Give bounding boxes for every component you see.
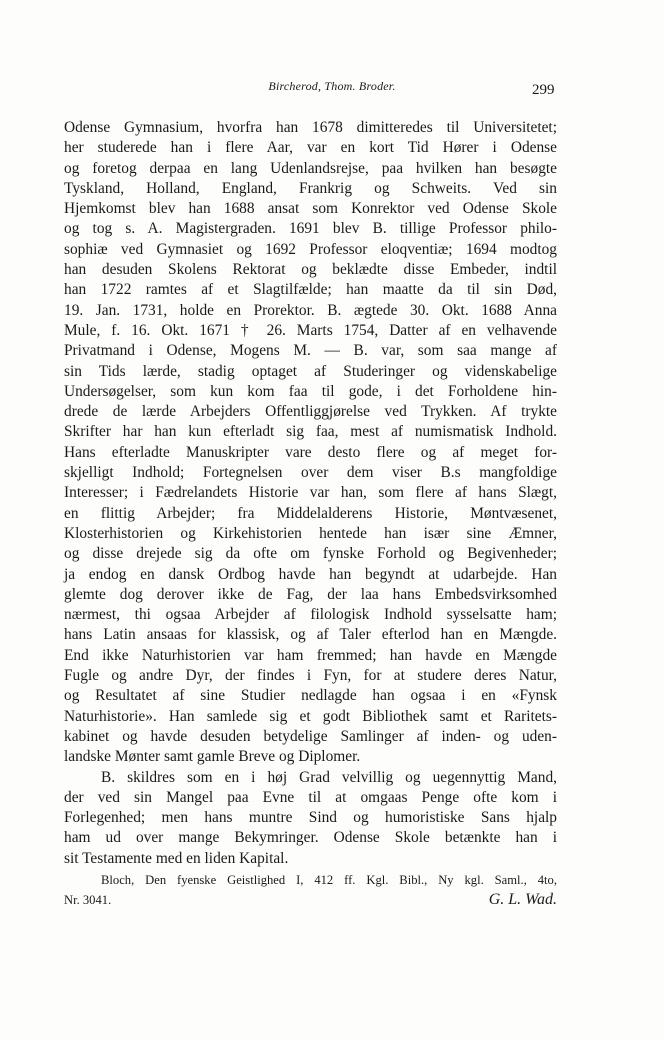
page-number: 299 xyxy=(532,82,555,98)
text-line: Skrifter har han kun efterladt sig faa, mest af numismatisk Indhold. xyxy=(64,423,557,441)
text-line: og Resultatet af sine Studier nedlagde han ogsaa i en «Fynsk xyxy=(64,687,557,705)
text-line: og foretog derpaa en lang Udenlandsrejse, paa hvilken han besøgte xyxy=(64,159,557,177)
text-line: han desuden Skolens Rektorat og beklædte disse Embeder, indtil xyxy=(64,261,557,279)
text-line: drede de lærde Arbejders Offentliggjørelse ved Trykken. Af trykte xyxy=(64,403,557,421)
text-line: 19. Jan. 1731, holde en Prorektor. B. ægtede 30. Okt. 1688 Anna xyxy=(64,301,557,319)
text-line: Undersøgelser, som kun kom faa til gode, i det Forholdene hin- xyxy=(64,382,557,400)
text-line: Hjemkomst blev han 1688 ansat som Konrektor ved Odense Skole xyxy=(64,200,557,218)
text-line: sit Testamente med en liden Kapital. xyxy=(64,849,289,867)
text-line: Privatmand i Odense, Mogens M. — B. var, som saa mange af xyxy=(64,342,557,360)
article-body xyxy=(64,118,557,869)
text-line: en flittig Arbejder; fra Middelalderens Historie, Møntvæsenet, xyxy=(64,504,557,522)
text-line: sophiæ ved Gymnasiet og 1692 Professor eloqventiæ; 1694 modtog xyxy=(64,240,557,258)
text-line: glemte dog derover ikke de Fag, der laa hans Embedsvirksomhed xyxy=(64,585,557,603)
running-title: Bircherod, Thom. Broder. xyxy=(268,79,396,93)
text-line: Mule, f. 16. Okt. 1671 † 26. Marts 1754, Datter af en velhavende xyxy=(64,321,557,339)
text-line: kabinet og havde desuden betydelige Samlinger af inden- og uden- xyxy=(64,727,557,745)
text-line: Tyskland, Holland, England, Frankrig og Schweits. Ved sin xyxy=(64,179,557,197)
text-line: og tog s. A. Magistergraden. 1691 blev B. tillige Professor philo- xyxy=(64,220,557,238)
text-line: her studerede han i flere Aar, var en kort Tid Hører i Odense xyxy=(64,139,557,157)
text-line: nærmest, thi ogsaa Arbejder af filologisk Indhold sysselsatte ham; xyxy=(64,606,557,624)
reference-footer xyxy=(64,890,557,910)
text-line: ham ud over mange Bekymringer. Odense Skole betænkte han i xyxy=(64,829,557,847)
text-line: Odense Gymnasium, hvorfra han 1678 dimitteredes til Universitetet; xyxy=(64,119,557,136)
paragraph-2 xyxy=(64,768,557,869)
text-line: Interesser; i Fædrelandets Historie var han, som flere af hans Slægt, xyxy=(64,484,557,502)
text-line: han 1722 ramtes af et Slagtilfælde; han maatte da til sin Død, xyxy=(64,281,557,299)
text-line: skjelligt Indhold; Fortegnelsen over dem viser B.s mangfoldige xyxy=(64,464,557,482)
paragraph-1 xyxy=(64,118,557,768)
text-line: B. skildres som en i høj Grad velvillig og uegennyttig Mand, xyxy=(101,768,557,786)
text-line: Fugle og andre Dyr, der findes i Fyn, for at studere deres Natur, xyxy=(64,667,557,685)
text-line: End ikke Naturhistorien var ham fremmed; han havde en Mængde xyxy=(64,646,557,664)
text-line: der ved sin Mangel paa Evne til at omgaas Penge ofte kom i xyxy=(64,788,557,806)
reference-line: Nr. 3041. xyxy=(64,893,112,907)
text-line: ja endog en dansk Ordbog havde han begyndt at udarbejde. Han xyxy=(64,565,557,583)
text-line: Klosterhistorien og Kirkehistorien hentede han især sine Æmner, xyxy=(64,524,557,542)
reference-line: Bloch, Den fyenske Geistlighed I, 412 ff. Kgl. Bibl., Ny kgl. Saml., 4to, xyxy=(101,873,557,887)
text-line: Naturhistorie». Han samlede sig et godt Bibliothek samt et Raritets- xyxy=(64,707,557,725)
text-line: landske Mønter samt gamle Breve og Diplomer. xyxy=(64,748,361,766)
references xyxy=(64,871,557,910)
author-signature: G. L. Wad. xyxy=(488,891,557,908)
text-line: hans Latin ansaas for klassisk, og af Taler efterlod han en Mængde. xyxy=(64,626,557,644)
text-line: sin Tids lærde, stadig optaget af Studeringer og videnskabelige xyxy=(64,362,557,380)
text-line: Hans efterladte Manuskripter vare desto flere og af meget for- xyxy=(64,443,557,461)
text-line: og disse drejede sig da ofte om fynske Forhold og Begivenheder; xyxy=(64,545,557,563)
text-line: Forlegenhed; men hans muntre Sind og humoristiske Sans hjalp xyxy=(64,809,557,827)
